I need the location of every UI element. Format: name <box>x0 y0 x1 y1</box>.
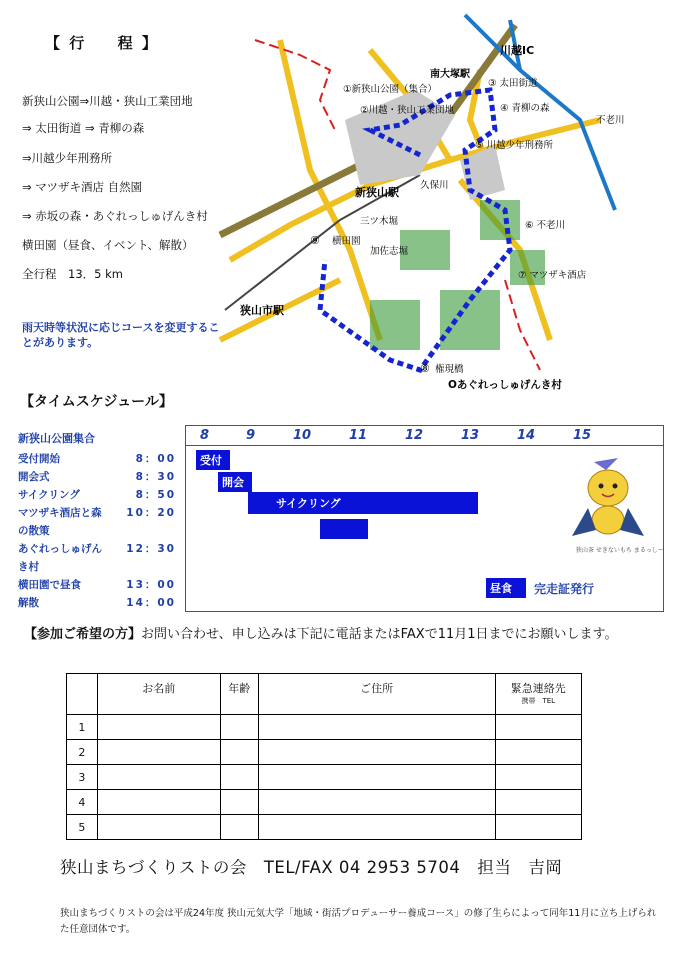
schedule-label: あぐれっしゅげんき村 <box>18 543 102 573</box>
rain-note: 雨天時等状況に応じコースを変更することがあります。 <box>22 321 220 349</box>
hour-label: 9 <box>246 428 256 443</box>
reception-bar: 受付 <box>196 450 230 470</box>
name-cell[interactable] <box>97 715 220 740</box>
emergency-cell[interactable] <box>495 815 581 840</box>
yokotaen-label: 横田園 <box>332 236 361 247</box>
organization-note: 狭山まちづくりストの会は平成24年度 狭山元気大学「地域・街活プロデューサー養成コース」の修了生らによって同年11月に立ち上げられた任意団体です。 <box>60 908 657 935</box>
apply-heading: 【参加ご希望の方】 <box>24 627 142 642</box>
mascot-caption: 狭山茶 せきないもち まるっしー <box>576 547 664 554</box>
table-header-row <box>67 674 582 715</box>
itinerary-line: 新狭山公園⇒川越・狭山工業団地 <box>22 94 193 108</box>
table-row <box>67 815 582 840</box>
point-4-label: ④ 青柳の森 <box>500 103 550 114</box>
hour-label: 10 <box>293 428 312 443</box>
minami-otsuka-label: 南大塚駅 <box>430 69 470 80</box>
point-7-label: ⑦ マツザキ酒店 <box>518 270 587 281</box>
agure-village-label: Oあぐれっしゅげんき村 <box>448 379 562 391</box>
table-row <box>67 765 582 790</box>
address-cell[interactable] <box>258 765 495 790</box>
schedule-row <box>18 576 176 594</box>
itinerary-line: ⇒川越少年刑務所 <box>22 151 113 165</box>
contact-footer: 狭山まちづくりストの会 TEL/FAX 04 2953 5704 担当 吉岡 <box>60 858 563 877</box>
schedule-title: 【タイムスケジュール】 <box>20 394 173 410</box>
schedule-row <box>18 450 176 468</box>
schedule-label: 横田園で昼食 <box>18 579 81 591</box>
itinerary-line: ⇒ 赤坂の森・あぐれっしゅげんき村 <box>22 209 208 223</box>
hour-label: 8 <box>200 428 210 443</box>
age-cell[interactable] <box>220 715 258 740</box>
col-header-name: お名前 <box>97 674 220 715</box>
point-5-label: ⑤ 川越少年刑務所 <box>475 140 554 151</box>
col-header-emergency <box>495 674 581 715</box>
schedule-label: 受付開始 <box>18 453 60 465</box>
hour-label: 13 <box>461 428 480 443</box>
row-number: 5 <box>67 815 98 840</box>
hour-label: 11 <box>349 428 368 443</box>
apply-text: お問い合わせ、申し込みは下記に電話またはFAXで11月1日までにお願いします。 <box>141 627 618 642</box>
cycling-bar-2 <box>320 519 368 539</box>
timeline-chart <box>185 425 664 612</box>
schedule-label: マツザキ酒店と森の散策 <box>18 507 102 537</box>
schedule-row <box>18 486 176 504</box>
table-row <box>67 790 582 815</box>
age-cell[interactable] <box>220 815 258 840</box>
address-cell[interactable] <box>258 740 495 765</box>
schedule-row <box>18 504 176 540</box>
address-cell[interactable] <box>258 790 495 815</box>
schedule-label: サイクリング <box>18 489 80 501</box>
mascot-image <box>566 448 664 558</box>
itinerary-line: 横田園（昼食、イベント、解散） <box>22 238 194 252</box>
table-row <box>67 740 582 765</box>
emergency-cell[interactable] <box>495 790 581 815</box>
schedule-time: 8：30 <box>135 471 176 483</box>
point-1-label: ①新狭山公園（集合） <box>343 84 438 95</box>
name-cell[interactable] <box>97 790 220 815</box>
itinerary-title: 【 行 程 】 <box>45 34 159 52</box>
schedule-list <box>18 430 176 612</box>
lunch-bar: 昼食 <box>486 578 526 598</box>
hour-label: 14 <box>517 428 536 443</box>
schedule-row <box>18 540 176 576</box>
emergency-cell[interactable] <box>495 740 581 765</box>
furogawa-label: 不老川 <box>596 115 625 126</box>
schedule-time: 13：00 <box>126 579 176 591</box>
col-header-address: ご住所 <box>258 674 495 715</box>
cycling-bar: サイクリング <box>248 492 478 514</box>
hour-label: 15 <box>573 428 592 443</box>
opening-bar: 開会 <box>218 472 252 492</box>
address-cell[interactable] <box>258 815 495 840</box>
point-2-label: ②川越・狭山工業団地 <box>360 105 455 116</box>
kubogawa-label: 久保川 <box>420 180 449 191</box>
row-number: 4 <box>67 790 98 815</box>
timeline-divider <box>186 445 663 446</box>
age-cell[interactable] <box>220 765 258 790</box>
col-header-age: 年齢 <box>220 674 258 715</box>
itinerary-line: ⇒ マツザキ酒店 自然園 <box>22 180 143 194</box>
schedule-time: 14：00 <box>126 597 176 609</box>
registration-table <box>66 673 582 840</box>
age-cell[interactable] <box>220 740 258 765</box>
emergency-label: 緊急連絡先 <box>510 682 566 695</box>
shinsayama-station-label: 新狭山駅 <box>355 186 399 199</box>
point-9-label: ⑨ <box>310 234 320 247</box>
point-6-label: ⑥ 不老川 <box>525 220 566 231</box>
schedule-time: 10：20 <box>126 507 176 519</box>
schedule-label: 解散 <box>18 597 39 609</box>
schedule-row <box>18 468 176 486</box>
hour-label: 12 <box>405 428 424 443</box>
point-8-label: ⑧ <box>420 362 430 375</box>
gongenbashi-label: 権現橋 <box>435 364 464 375</box>
sayamashi-station-label: 狭山市駅 <box>240 304 284 317</box>
age-cell[interactable] <box>220 790 258 815</box>
row-number: 1 <box>67 715 98 740</box>
mitsugihori-label: 三ツ木堀 <box>360 216 399 227</box>
col-header-number <box>67 674 98 715</box>
name-cell[interactable] <box>97 740 220 765</box>
name-cell[interactable] <box>97 815 220 840</box>
emergency-cell[interactable] <box>495 765 581 790</box>
schedule-heading: 新狭山公園集合 <box>18 432 95 445</box>
name-cell[interactable] <box>97 765 220 790</box>
emergency-cell[interactable] <box>495 715 581 740</box>
table-row <box>67 715 582 740</box>
schedule-label: 開会式 <box>18 471 50 483</box>
schedule-time: 8：50 <box>135 489 176 501</box>
certificate-label: 完走証発行 <box>534 582 595 596</box>
schedule-time: 8：00 <box>135 453 176 465</box>
route-map <box>220 10 638 392</box>
address-cell[interactable] <box>258 715 495 740</box>
row-number: 2 <box>67 740 98 765</box>
apply-instructions <box>24 625 664 644</box>
kawagoe-ic-label: 川越IC <box>500 44 535 57</box>
tel-sub-label: 携帯 TEL <box>521 697 556 705</box>
schedule-row <box>18 594 176 612</box>
row-number: 3 <box>67 765 98 790</box>
point-3-label: ③ 太田街道 <box>488 78 538 89</box>
schedule-time: 12：30 <box>126 543 176 555</box>
itinerary-line: ⇒ 太田街道 ⇒ 青柳の森 <box>22 121 145 135</box>
kasashihori-label: 加佐志堀 <box>370 246 409 257</box>
total-distance: 全行程 13．5 km <box>22 267 123 281</box>
